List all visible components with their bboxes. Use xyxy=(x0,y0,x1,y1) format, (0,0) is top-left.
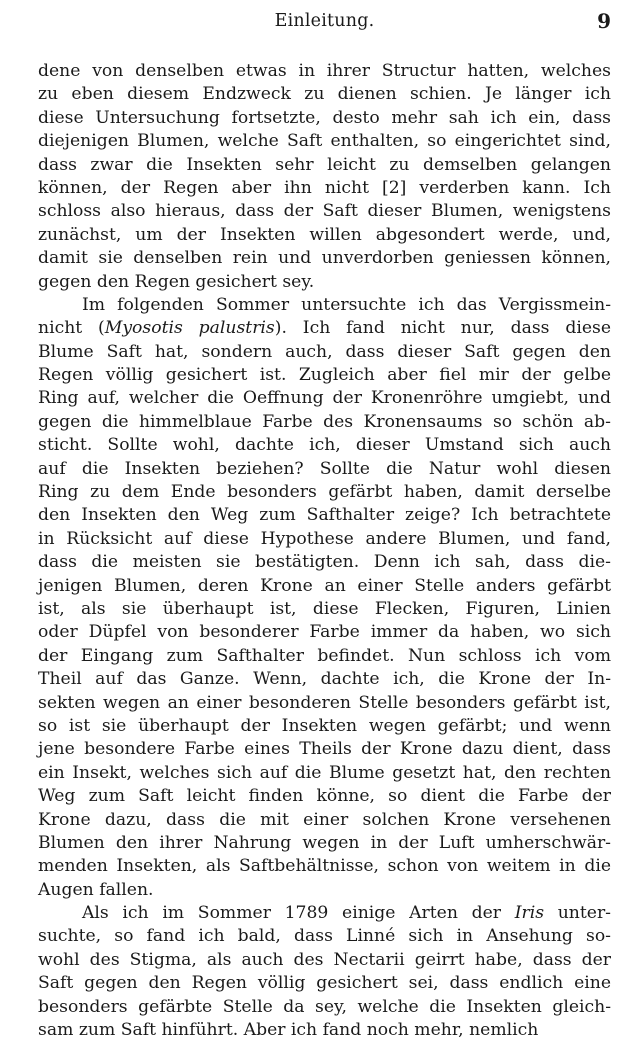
text-line: Ring auf, welcher die Oeffnung der Kronenröhre umgiebt, und xyxy=(38,388,611,409)
text-line: sekten wegen an einer besonderen Stelle besonders gefärbt ist, xyxy=(38,692,611,713)
text-line: den Insekten den Weg zum Safthalter zeige? Ich betrachtete xyxy=(38,505,611,526)
page-number: 9 xyxy=(597,9,611,33)
running-head xyxy=(38,6,611,36)
text-line: sticht. Sollte wohl, dachte ich, dieser Umstand sich auch xyxy=(38,435,611,456)
text-line: schloss also hieraus, dass der Saft dieser Blumen, wenigstens xyxy=(38,201,611,222)
text-line: ist, als sie überhaupt ist, diese Flecken, Figuren, Linien xyxy=(38,598,611,619)
text-line: jenigen Blumen, deren Krone an einer Stelle anders gefärbt xyxy=(38,575,611,596)
text-line: menden Insekten, als Saftbehältnisse, schon von weitem in die xyxy=(38,856,611,877)
text-line: zunächst, um der Insekten willen abgesondert werde, und, xyxy=(38,224,611,245)
paragraph xyxy=(38,60,611,294)
text-line: Saft gegen den Regen völlig gesichert sei, dass endlich eine xyxy=(38,973,611,994)
text-line: Ring zu dem Ende besonders gefärbt haben, damit derselbe xyxy=(38,482,611,503)
text-line: jene besondere Farbe eines Theils der Krone dazu dient, dass xyxy=(38,739,611,760)
text-line: sam zum Saft hinführt. Aber ich fand noch mehr, nemlich xyxy=(38,1020,539,1041)
text-line: dass die meisten sie bestätigten. Denn ich sah, dass die- xyxy=(38,552,611,573)
text-line: besonders gefärbte Stelle da sey, welche die Insekten gleich- xyxy=(38,996,611,1017)
paragraph xyxy=(38,294,611,902)
text-line: auf die Insekten beziehen? Sollte die Natur wohl diesen xyxy=(38,458,611,479)
text-line: wohl des Stigma, als auch des Nectarii geirrt habe, dass der xyxy=(38,949,611,970)
text-line: Im folgenden Sommer untersuchte ich das Vergissmein- xyxy=(82,294,611,315)
text-line: oder Düpfel von besonderer Farbe immer da haben, wo sich xyxy=(38,622,611,643)
paragraph xyxy=(38,902,611,1042)
text-line: damit sie denselben rein und unverdorben geniessen können, xyxy=(38,248,611,269)
text-line: Weg zum Saft leicht finden könne, so dient die Farbe der xyxy=(38,786,611,807)
text-line: so ist sie überhaupt der Insekten wegen gefärbt; und wenn xyxy=(38,715,611,736)
text-line: der Eingang zum Safthalter befindet. Nun schloss ich vom xyxy=(38,645,611,666)
text-line: ein Insekt, welches sich auf die Blume gesetzt hat, den rechten xyxy=(38,762,611,783)
text-line: zu eben diesem Endzweck zu dienen schien. Je länger ich xyxy=(38,84,611,105)
text-line: Als ich im Sommer 1789 einige Arten der Iris unter- xyxy=(82,903,611,924)
text-line: dass zwar die Insekten sehr leicht zu demselben gelangen xyxy=(38,154,611,175)
text-line: Krone dazu, dass die mit einer solchen Krone versehenen xyxy=(38,809,611,830)
text-line: in Rücksicht auf diese Hypothese andere Blumen, und fand, xyxy=(38,528,611,549)
text-line: gegen die himmelblaue Farbe des Kronensaums so schön ab- xyxy=(38,411,611,432)
text-line: dene von denselben etwas in ihrer Structur hatten, welches xyxy=(38,61,611,81)
text-line: können, der Regen aber ihn nicht [2] verderben kann. Ich xyxy=(38,177,611,198)
text-line: Blumen den ihrer Nahrung wegen in der Luft umherschwär- xyxy=(38,832,611,853)
body-text xyxy=(38,60,611,1042)
text-line: Theil auf das Ganze. Wenn, dachte ich, die Krone der In- xyxy=(38,669,611,690)
text-line: Blume Saft hat, sondern auch, dass dieser Saft gegen den xyxy=(38,341,611,362)
text-line: diejenigen Blumen, welche Saft enthalten, so eingerichtet sind, xyxy=(38,131,611,152)
text-line: suchte, so fand ich bald, dass Linné sich in Ansehung so- xyxy=(38,926,611,947)
text-line: Augen fallen. xyxy=(38,879,154,900)
text-line: diese Untersuchung fortsetzte, desto mehr sah ich ein, dass xyxy=(38,107,611,128)
text-line: nicht (Myosotis palustris). Ich fand nicht nur, dass diese xyxy=(38,318,612,339)
text-line: Regen völlig gesichert ist. Zugleich aber fiel mir der gelbe xyxy=(38,365,611,386)
running-head-title: Einleitung. xyxy=(274,11,375,31)
text-line: gegen den Regen gesichert sey. xyxy=(38,271,315,292)
